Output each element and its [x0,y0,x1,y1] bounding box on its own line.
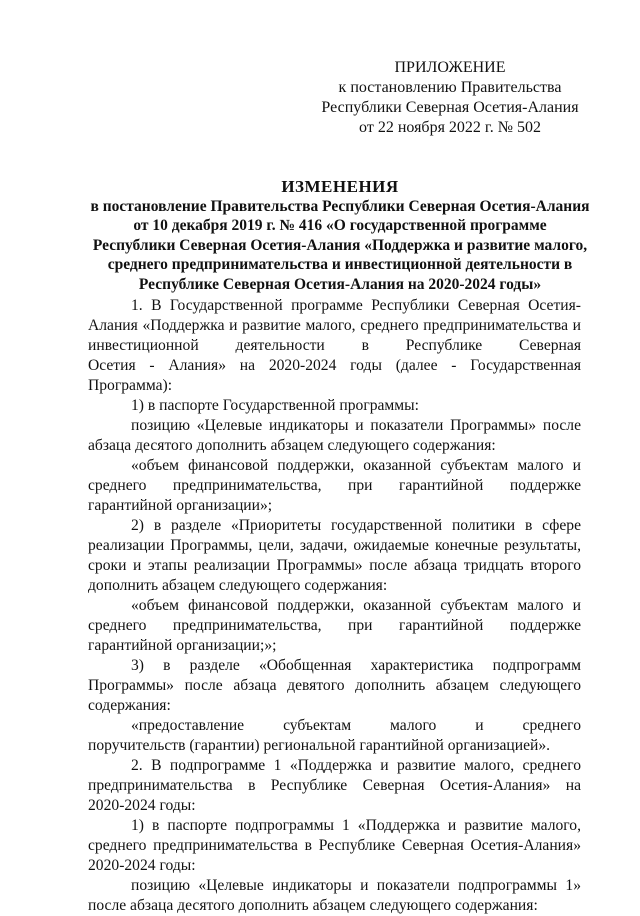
body-line: 3) в разделе «Обобщенная характеристика подпрограмм [131,657,581,674]
heading-line: Республике Северная Осетия-Алания на 2020-2024 годы» [138,275,542,293]
body-line: среднего предпринимательства в Республике Северная Осетия-Алания» [88,837,581,854]
body-line: после абзаца десятого дополнить абзацем следующего содержания: [88,897,538,914]
body-line: дополнить абзацем следующего содержания: [88,577,388,594]
body-line: 2020-2024 годы: [88,857,196,874]
body-line: Программа): [88,377,173,394]
body-line: позицию «Целевые индикаторы и показатели Программы» после [131,417,581,434]
body-line: сроки и этапы реализации Программы» после абзаца тридцать второго [88,557,581,574]
body-line: 2) в разделе «Приоритеты государственной политики в сфере [131,517,581,534]
body-line: содержания: [88,697,171,714]
heading-line: в постановление Правительства Республики Северная Осетия-Алания [90,197,590,215]
body-line: предпринимательства в Республике Северная Осетия-Алания» на [88,777,581,794]
appendix-date-line: от 22 ноября 2022 г. № 502 [359,119,541,136]
body-line: 1. В Государственной программе Республики Северная Осетия- [131,297,581,314]
body-line: Осетия - Алания» на 2020-2024 годы (далее - Государственная [88,357,581,374]
body-line: позицию «Целевые индикаторы и показатели подпрограммы 1» [131,877,581,894]
body-line: «предоставление субъектам малого и среднего [131,717,581,734]
heading-line: Республики Северная Осетия-Алания «Поддержка и развитие малого, [92,236,588,254]
body-line: «объем финансовой поддержки, оказанной субъектам малого и [131,457,581,474]
appendix-line: к постановлению Правительства [338,79,562,96]
body-line: абзаца десятого дополнить абзацем следующего содержания: [88,437,496,454]
body-line: «объем финансовой поддержки, оказанной субъектам малого и [131,597,581,614]
body-line: инвестиционной деятельности в Республике Северная [88,337,581,354]
body-line: поручительств (гарантии) региональной гарантийной организацией». [88,737,551,754]
body-line: Алания «Поддержка и развитие малого, среднего предпринимательства и [88,317,581,334]
appendix-line: Республики Северная Осетия-Алания [321,99,579,116]
appendix-title: ПРИЛОЖЕНИЕ [394,59,506,76]
heading-title: ИЗМЕНЕНИЯ [281,177,399,196]
document-body [88,296,581,916]
appendix-block [300,58,600,138]
body-line: среднего предпринимательства, при гарантийной поддержке [88,617,581,634]
body-line: 2. В подпрограмме 1 «Поддержка и развитие малого, среднего [131,757,581,774]
body-line: гарантийной организации»; [88,497,273,514]
heading-line: от 10 декабря 2019 г. № 416 «О государственной программе [133,217,547,234]
body-line: Программы» после абзаца девятого дополнить абзацем следующего [88,677,581,694]
body-line: 1) в паспорте подпрограммы 1 «Поддержка и развитие малого, [131,817,581,834]
heading-line: среднего предпринимательства и инвестиционной деятельности в [107,256,573,273]
body-line: гарантийной организации;»; [88,637,277,654]
body-line: среднего предпринимательства, при гарантийной поддержке [88,477,581,494]
body-line: 1) в паспорте Государственной программы: [131,397,419,414]
body-line: 2020-2024 годы: [88,797,196,814]
body-line: реализации Программы, цели, задачи, ожидаемые конечные результаты, [88,537,581,554]
document-heading [60,177,620,294]
